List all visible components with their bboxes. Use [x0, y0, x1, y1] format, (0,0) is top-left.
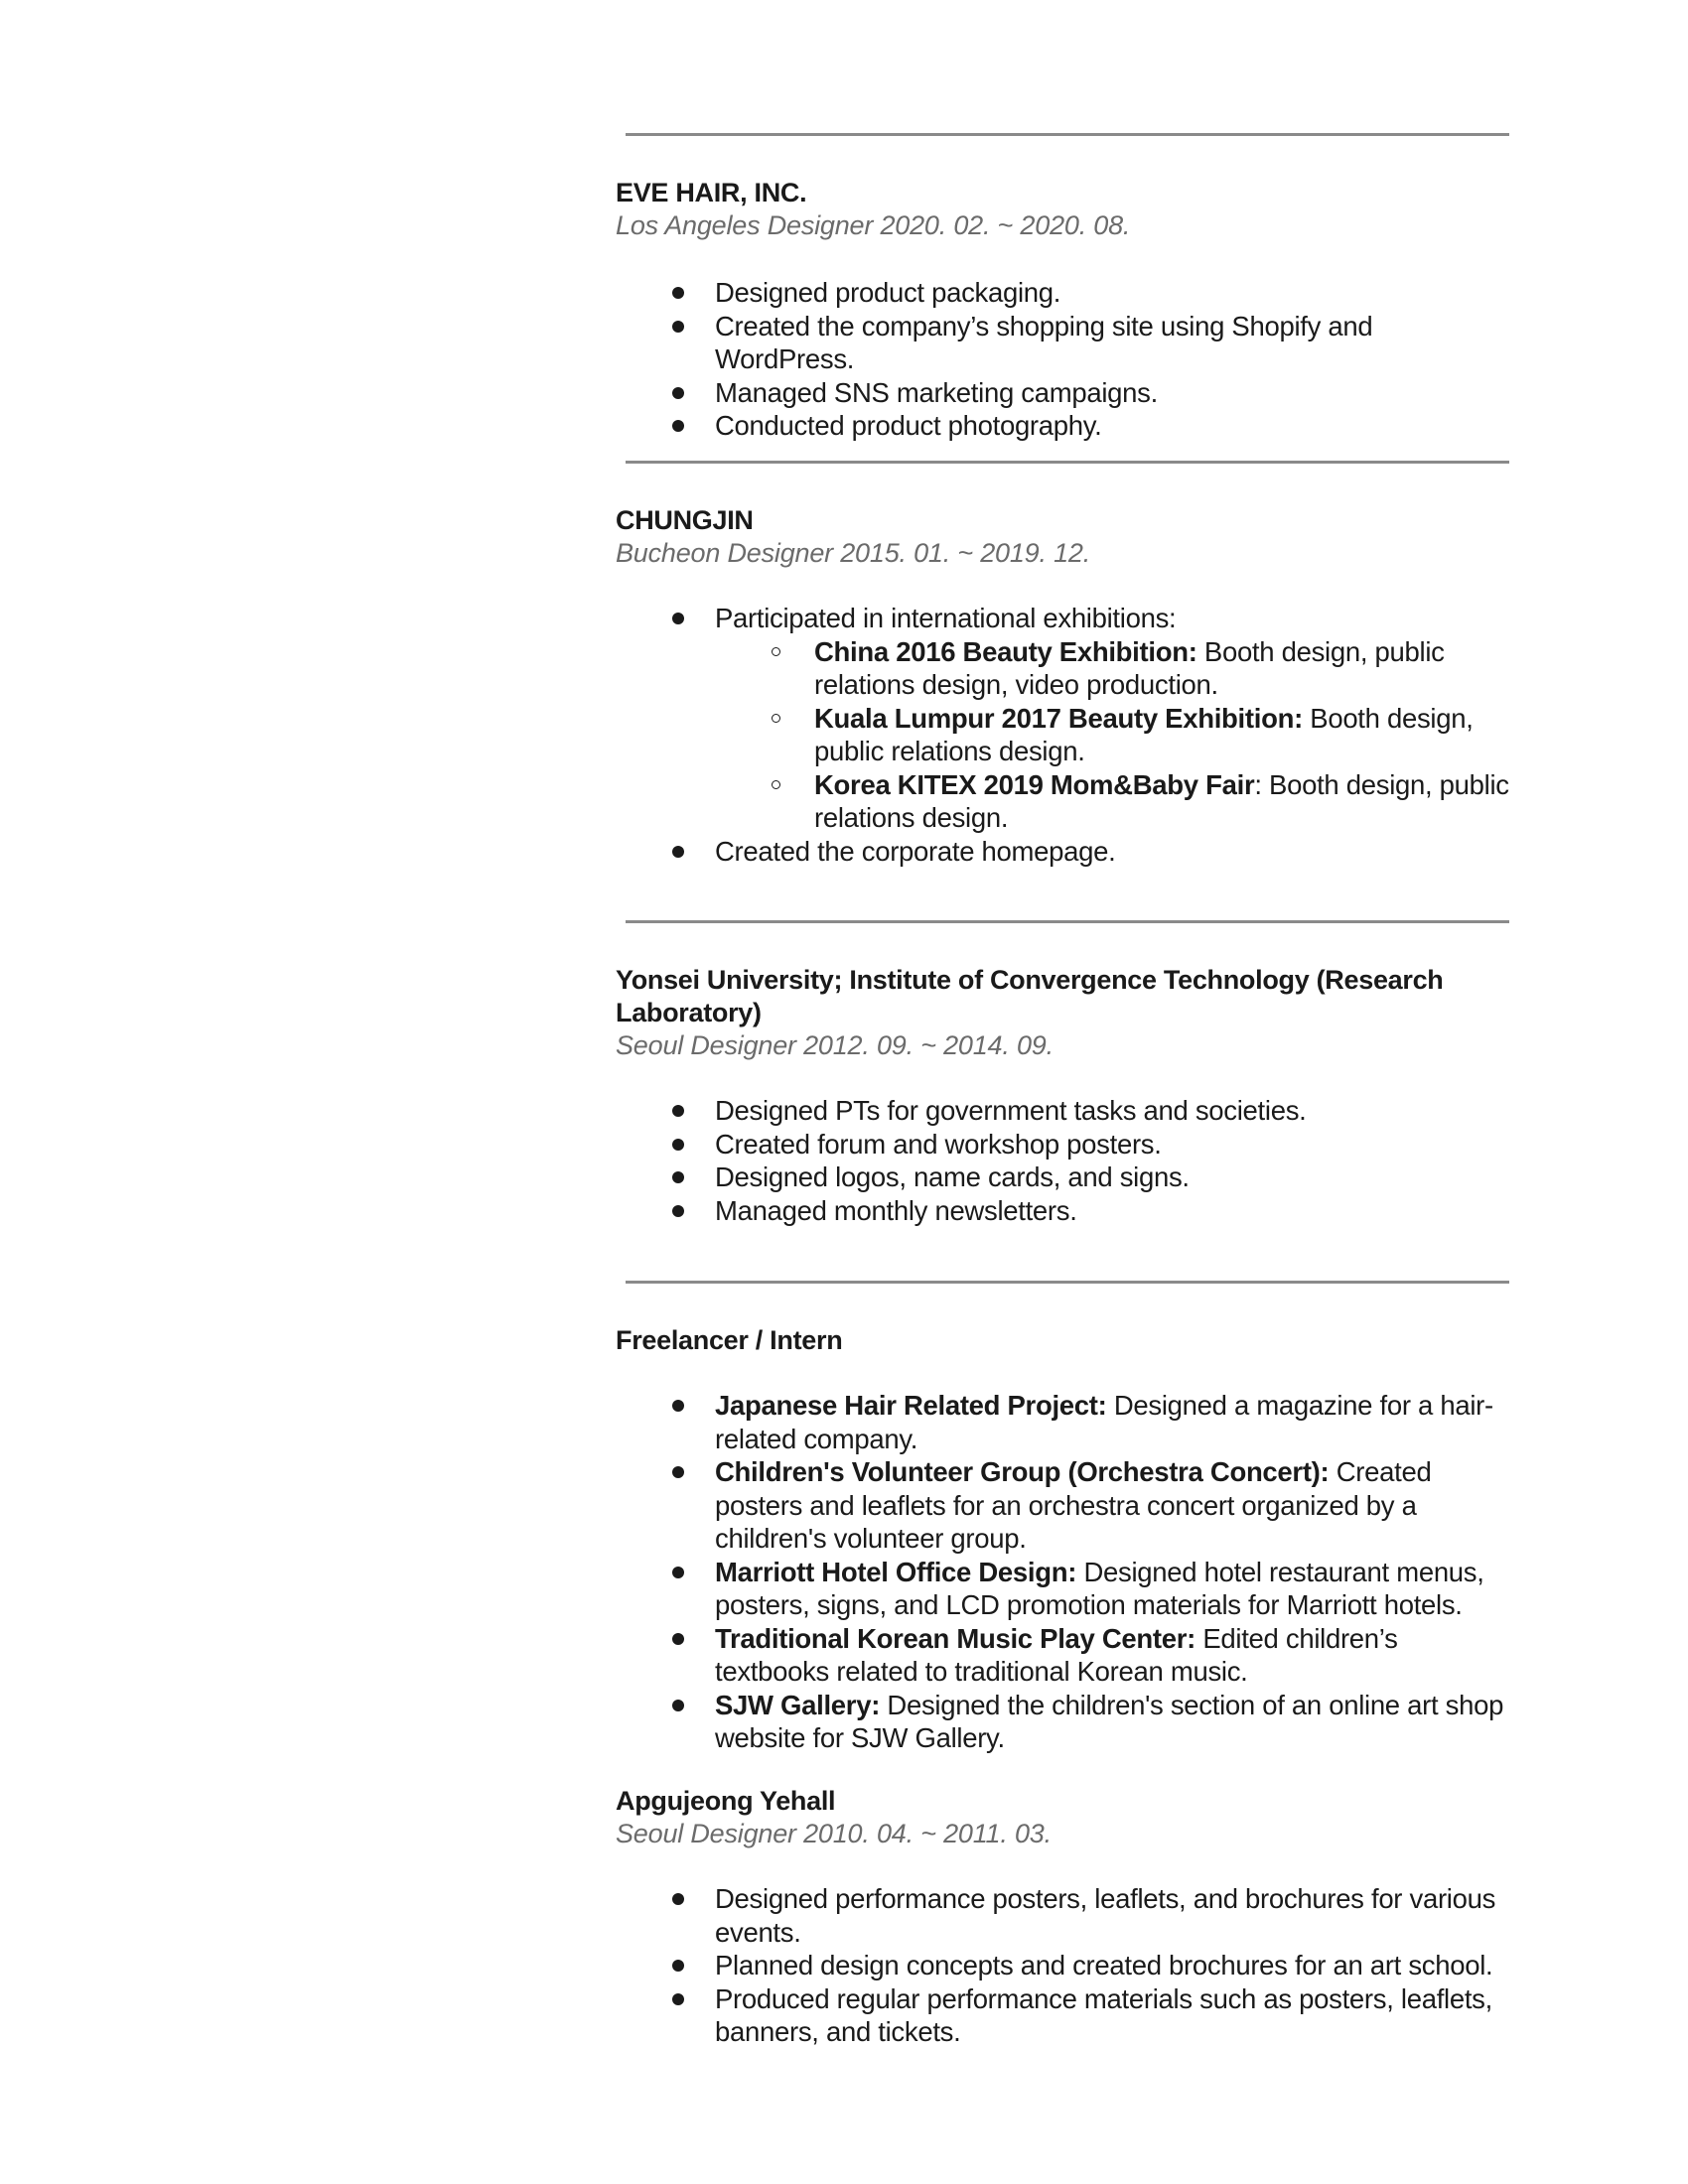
company-name: CHUNGJIN	[616, 505, 754, 535]
company-name: EVE HAIR, INC.	[616, 178, 807, 207]
bullet-list	[616, 276, 1609, 443]
list-item: Managed SNS marketing campaigns.	[616, 376, 1509, 410]
bullet-dot-icon	[672, 1105, 684, 1117]
bullet-list	[616, 602, 1609, 868]
list-item: Designed product packaging.	[616, 276, 1509, 310]
list-item: SJW Gallery: Designed the children's section of an online art shop website for SJW Gallery.	[616, 1689, 1509, 1755]
list-item: Japanese Hair Related Project: Designed a magazine for a hair-related company.	[616, 1389, 1509, 1455]
list-item: Created the corporate homepage.	[616, 835, 1509, 869]
list-item: Managed monthly newsletters.	[616, 1194, 1509, 1228]
sub-list-item: China 2016 Beauty Exhibition: Booth design, public relations design, video production.	[715, 635, 1509, 702]
bullet-dot-icon	[672, 846, 684, 858]
job-meta: Seoul Designer 2012. 09. ~ 2014. 09.	[616, 1030, 1054, 1060]
bullet-circle-icon	[772, 647, 780, 656]
bullet-dot-icon	[672, 420, 684, 432]
company-name: Yonsei University; Institute of Convergence Technology (Research Laboratory)	[616, 965, 1444, 1027]
bullet-dot-icon	[672, 1993, 684, 2005]
bullet-dot-icon	[672, 1205, 684, 1217]
experience-entry-yonsei	[616, 964, 1609, 1227]
bullet-dot-icon	[672, 1400, 684, 1412]
sub-list-item: Kuala Lumpur 2017 Beauty Exhibition: Booth design, public relations design.	[715, 702, 1509, 768]
company-name: Apgujeong Yehall	[616, 1786, 836, 1816]
job-meta: Seoul Designer 2010. 04. ~ 2011. 03.	[616, 1819, 1052, 1848]
list-item: Produced regular performance materials such as posters, leaflets, banners, and tickets.	[616, 1982, 1509, 2049]
job-meta: Los Angeles Designer 2020. 02. ~ 2020. 08.	[616, 210, 1131, 240]
list-item: Participated in international exhibitions: China 2016 Beauty Exhibition: Booth design, public relations design, video production. Kuala Lumpur 2017 Beauty Exhibition: Booth design, public relations design. Korea KITEX 2019 Mom&Baby Fair: Booth design, public relations design.	[616, 602, 1509, 835]
company-name: Freelancer / Intern	[616, 1325, 843, 1355]
bullet-dot-icon	[672, 1171, 684, 1183]
bullet-dot-icon	[672, 1139, 684, 1151]
section-divider	[626, 920, 1509, 923]
bullet-dot-icon	[672, 1700, 684, 1711]
experience-entry-apgujeong-yehall	[616, 1785, 1609, 2049]
bullet-circle-icon	[772, 780, 780, 789]
list-item: Marriott Hotel Office Design: Designed hotel restaurant menus, posters, signs, and LCD promotion materials for Marriott hotels.	[616, 1556, 1509, 1622]
experience-entry-chungjin	[616, 504, 1609, 868]
bullet-dot-icon	[672, 1466, 684, 1478]
section-divider	[626, 461, 1509, 464]
bullet-dot-icon	[672, 613, 684, 624]
bullet-circle-icon	[772, 714, 780, 723]
bullet-dot-icon	[672, 1567, 684, 1578]
experience-entry-eve-hair	[616, 177, 1609, 443]
section-divider	[626, 1281, 1509, 1284]
job-meta: Bucheon Designer 2015. 01. ~ 2019. 12.	[616, 538, 1091, 568]
list-item: Planned design concepts and created brochures for an art school.	[616, 1949, 1509, 1982]
bullet-list	[616, 1094, 1609, 1227]
bullet-list	[616, 1389, 1609, 1755]
bullet-dot-icon	[672, 387, 684, 399]
bullet-dot-icon	[672, 1893, 684, 1905]
bullet-dot-icon	[672, 287, 684, 299]
bullet-dot-icon	[672, 1633, 684, 1645]
sub-bullet-list	[715, 635, 1509, 835]
list-item: Designed logos, name cards, and signs.	[616, 1160, 1509, 1194]
section-divider	[626, 133, 1509, 136]
experience-entry-freelancer	[616, 1324, 1609, 1755]
bullet-dot-icon	[672, 1960, 684, 1972]
bullet-dot-icon	[672, 321, 684, 333]
sub-list-item: Korea KITEX 2019 Mom&Baby Fair: Booth design, public relations design.	[715, 768, 1509, 835]
bullet-list	[616, 1882, 1609, 2049]
list-item: Created the company’s shopping site using Shopify and WordPress.	[616, 310, 1509, 376]
list-item: Created forum and workshop posters.	[616, 1128, 1509, 1161]
list-item: Children's Volunteer Group (Orchestra Concert): Created posters and leaflets for an orchestra concert organized by a children's volunteer group.	[616, 1455, 1509, 1556]
list-item: Conducted product photography.	[616, 409, 1509, 443]
list-item: Designed PTs for government tasks and societies.	[616, 1094, 1509, 1128]
list-item: Traditional Korean Music Play Center: Edited children’s textbooks related to traditional Korean music.	[616, 1622, 1509, 1689]
list-item: Designed performance posters, leaflets, and brochures for various events.	[616, 1882, 1509, 1949]
